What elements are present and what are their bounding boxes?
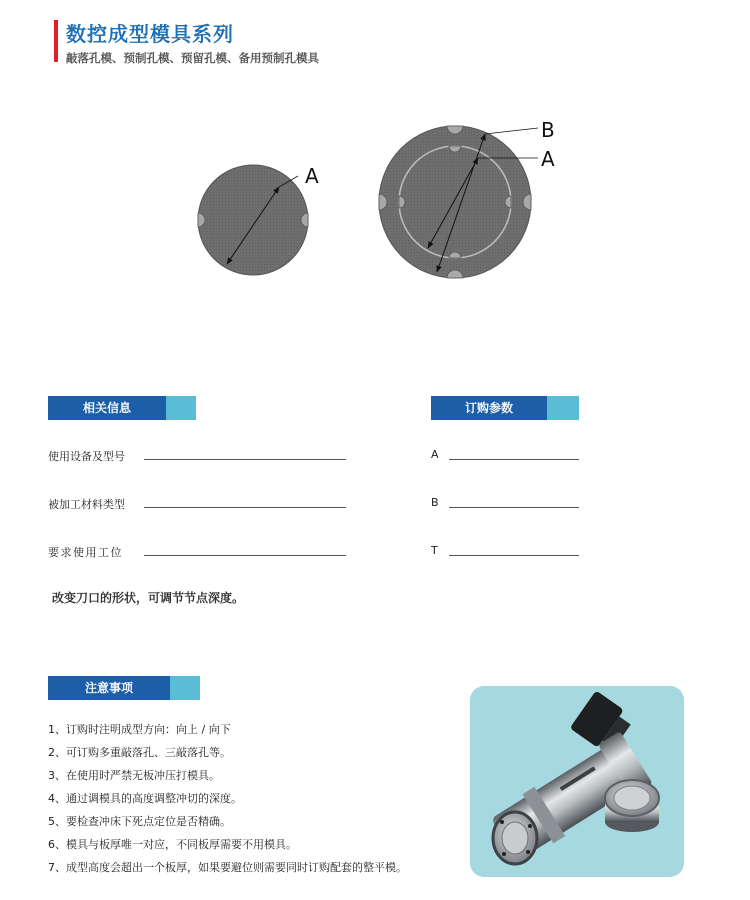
small-die-label-a: A: [305, 164, 319, 188]
list-item: 7、成型高度会超出一个板厚，如果要避位则需要同时订购配套的整平模。: [48, 861, 407, 874]
list-item: 6、模具与板厚唯一对应，不同板厚需要不用模具。: [48, 838, 297, 851]
info-field-material-input[interactable]: [144, 507, 346, 508]
list-item: 5、要检查冲床下死点定位是否精确。: [48, 815, 231, 828]
order-field-b-label: B: [431, 496, 439, 509]
die-diagram: [0, 0, 750, 300]
order-field-a-input[interactable]: [449, 459, 579, 460]
order-field-t-label: T: [431, 544, 438, 557]
info-section-tab: [48, 396, 196, 420]
order-section-tab: [431, 396, 579, 420]
info-field-station-input[interactable]: [144, 555, 346, 556]
product-photo: [470, 686, 684, 877]
large-die-drawing: [379, 126, 538, 278]
info-section-heading: 相关信息: [48, 396, 166, 420]
info-section-tab-accent: [166, 396, 196, 420]
large-die-label-a: A: [541, 147, 555, 171]
list-item: 1、订购时注明成型方向：向上 / 向下: [48, 723, 231, 736]
page-title: 数控成型模具系列: [66, 22, 234, 46]
order-field-a-label: A: [431, 448, 439, 461]
list-item: 3、在使用时严禁无板冲压打模具。: [48, 769, 220, 782]
info-field-equipment-input[interactable]: [144, 459, 346, 460]
order-field-t-input[interactable]: [449, 555, 579, 556]
notes-list: [48, 722, 407, 883]
tooling-illustration: [470, 686, 684, 877]
large-die-label-b: B: [541, 118, 555, 142]
notes-section-heading: 注意事项: [48, 676, 170, 700]
list-item: 2、可订购多重敲落孔、三敲落孔等。: [48, 746, 231, 759]
page-subtitle: 敲落孔模、预制孔模、预留孔模、备用预制孔模具: [66, 51, 319, 65]
info-field-material-label: 被加工材料类型: [48, 498, 125, 511]
order-field-b-input[interactable]: [449, 507, 579, 508]
notes-section-tab: [48, 676, 200, 700]
order-section-tab-accent: [547, 396, 579, 420]
info-field-station-label: 要求使用工位: [48, 546, 123, 559]
list-item: 4、通过调模具的高度调整冲切的深度。: [48, 792, 242, 805]
depth-note: 改变刀口的形状，可调节节点深度。: [52, 591, 245, 605]
order-section-heading: 订购参数: [431, 396, 547, 420]
notes-section-tab-accent: [170, 676, 200, 700]
info-field-equipment-label: 使用设备及型号: [48, 450, 125, 463]
small-die-drawing: [198, 165, 308, 275]
